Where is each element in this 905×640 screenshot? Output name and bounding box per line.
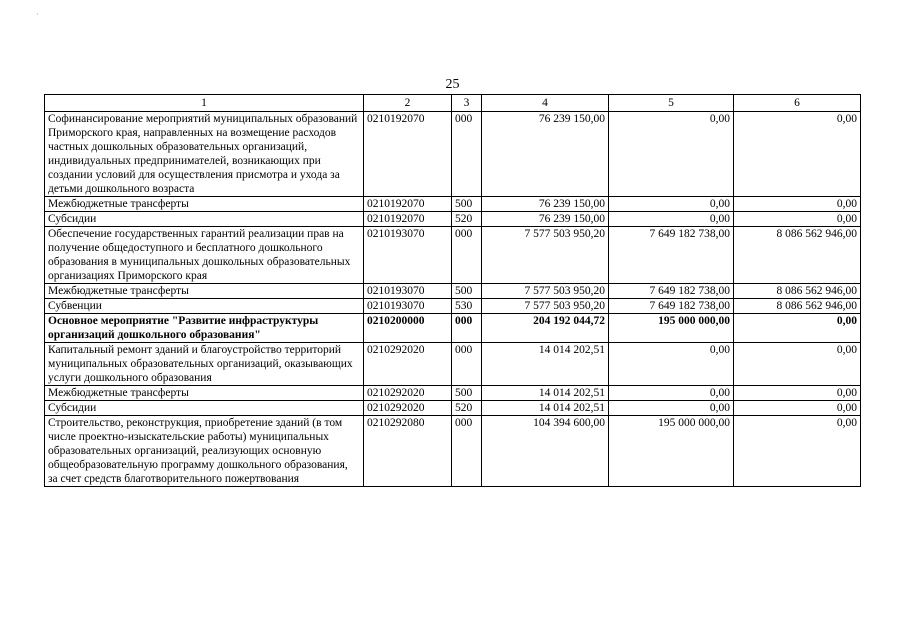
cell-value-5: 7 649 182 738,00 — [609, 299, 734, 314]
table-row — [45, 197, 861, 212]
cell-value-6: 8 086 562 946,00 — [734, 299, 861, 314]
scan-mark: · — [36, 10, 39, 19]
cell-value-6: 0,00 — [734, 212, 861, 227]
cell-name: Межбюджетные трансферты — [45, 197, 364, 212]
cell-code: 0210292020 — [364, 343, 452, 386]
cell-type: 000 — [452, 416, 482, 487]
cell-value-5: 0,00 — [609, 212, 734, 227]
cell-value-5: 0,00 — [609, 386, 734, 401]
cell-code: 0210192070 — [364, 112, 452, 197]
cell-value-4: 7 577 503 950,20 — [482, 227, 609, 284]
table-row — [45, 299, 861, 314]
cell-value-6: 0,00 — [734, 401, 861, 416]
table-row — [45, 343, 861, 386]
cell-value-5: 0,00 — [609, 112, 734, 197]
cell-value-4: 104 394 600,00 — [482, 416, 609, 487]
cell-type: 500 — [452, 284, 482, 299]
cell-value-4: 14 014 202,51 — [482, 401, 609, 416]
cell-type: 000 — [452, 314, 482, 343]
col-header-2: 2 — [364, 95, 452, 112]
cell-value-6: 0,00 — [734, 386, 861, 401]
cell-type: 000 — [452, 112, 482, 197]
cell-value-4: 7 577 503 950,20 — [482, 299, 609, 314]
cell-code: 0210292080 — [364, 416, 452, 487]
cell-code: 0210192070 — [364, 197, 452, 212]
col-header-1: 1 — [45, 95, 364, 112]
cell-value-4: 14 014 202,51 — [482, 343, 609, 386]
table-row — [45, 386, 861, 401]
table-row — [45, 416, 861, 487]
cell-name: Субсидии — [45, 212, 364, 227]
cell-value-5: 195 000 000,00 — [609, 416, 734, 487]
cell-type: 500 — [452, 386, 482, 401]
cell-name: Обеспечение государственных гарантий реализации прав на получение общедоступного и бесплатного дошкольного образования в муниципальных дошкольных образовательных организациях Приморского края — [45, 227, 364, 284]
table-row — [45, 227, 861, 284]
page-number: 25 — [445, 77, 460, 92]
table-row — [45, 314, 861, 343]
cell-type: 000 — [452, 227, 482, 284]
cell-value-4: 7 577 503 950,20 — [482, 284, 609, 299]
cell-name: Строительство, реконструкция, приобретение зданий (в том числе проектно-изыскательские работы) муниципальных образовательных организаций, реализующих основную общеобразовательную программу дошкольного образования, за счет средств благотворительного пожертвования — [45, 416, 364, 487]
cell-value-6: 8 086 562 946,00 — [734, 284, 861, 299]
cell-code: 0210193070 — [364, 284, 452, 299]
cell-value-4: 76 239 150,00 — [482, 112, 609, 197]
col-header-4: 4 — [482, 95, 609, 112]
cell-code: 0210193070 — [364, 299, 452, 314]
cell-type: 520 — [452, 401, 482, 416]
cell-type: 530 — [452, 299, 482, 314]
cell-code: 0210192070 — [364, 212, 452, 227]
table-row — [45, 401, 861, 416]
col-header-6: 6 — [734, 95, 861, 112]
cell-value-5: 7 649 182 738,00 — [609, 227, 734, 284]
table-row — [45, 284, 861, 299]
col-header-5: 5 — [609, 95, 734, 112]
cell-code: 0210292020 — [364, 386, 452, 401]
cell-value-6: 0,00 — [734, 343, 861, 386]
cell-value-6: 0,00 — [734, 416, 861, 487]
cell-value-5: 0,00 — [609, 343, 734, 386]
table-row — [45, 112, 861, 197]
cell-name: Софинансирование мероприятий муниципальных образований Приморского края, направленных на возмещение расходов частных дошкольных образовательных организаций, индивидуальных предпринимателей, возникающих при создании условий для осуществления присмотра и ухода за детьми дошкольного возраста — [45, 112, 364, 197]
cell-type: 520 — [452, 212, 482, 227]
cell-value-6: 0,00 — [734, 314, 861, 343]
budget-table — [44, 94, 861, 487]
cell-value-6: 0,00 — [734, 197, 861, 212]
cell-value-5: 7 649 182 738,00 — [609, 284, 734, 299]
cell-value-5: 0,00 — [609, 197, 734, 212]
cell-value-4: 76 239 150,00 — [482, 197, 609, 212]
cell-name: Основное мероприятие "Развитие инфраструктуры организаций дошкольного образования" — [45, 314, 364, 343]
cell-code: 0210200000 — [364, 314, 452, 343]
cell-code: 0210193070 — [364, 227, 452, 284]
cell-value-5: 195 000 000,00 — [609, 314, 734, 343]
cell-value-4: 204 192 044,72 — [482, 314, 609, 343]
cell-value-6: 8 086 562 946,00 — [734, 227, 861, 284]
cell-name: Межбюджетные трансферты — [45, 284, 364, 299]
cell-value-6: 0,00 — [734, 112, 861, 197]
cell-name: Субвенции — [45, 299, 364, 314]
cell-value-5: 0,00 — [609, 401, 734, 416]
cell-type: 000 — [452, 343, 482, 386]
cell-name: Субсидии — [45, 401, 364, 416]
cell-code: 0210292020 — [364, 401, 452, 416]
cell-value-4: 76 239 150,00 — [482, 212, 609, 227]
cell-value-4: 14 014 202,51 — [482, 386, 609, 401]
cell-name: Капитальный ремонт зданий и благоустройство территорий муниципальных образовательных организаций, оказывающих услуги дошкольного образования — [45, 343, 364, 386]
cell-name: Межбюджетные трансферты — [45, 386, 364, 401]
cell-type: 500 — [452, 197, 482, 212]
header-row — [45, 95, 861, 112]
table-row — [45, 212, 861, 227]
col-header-3: 3 — [452, 95, 482, 112]
